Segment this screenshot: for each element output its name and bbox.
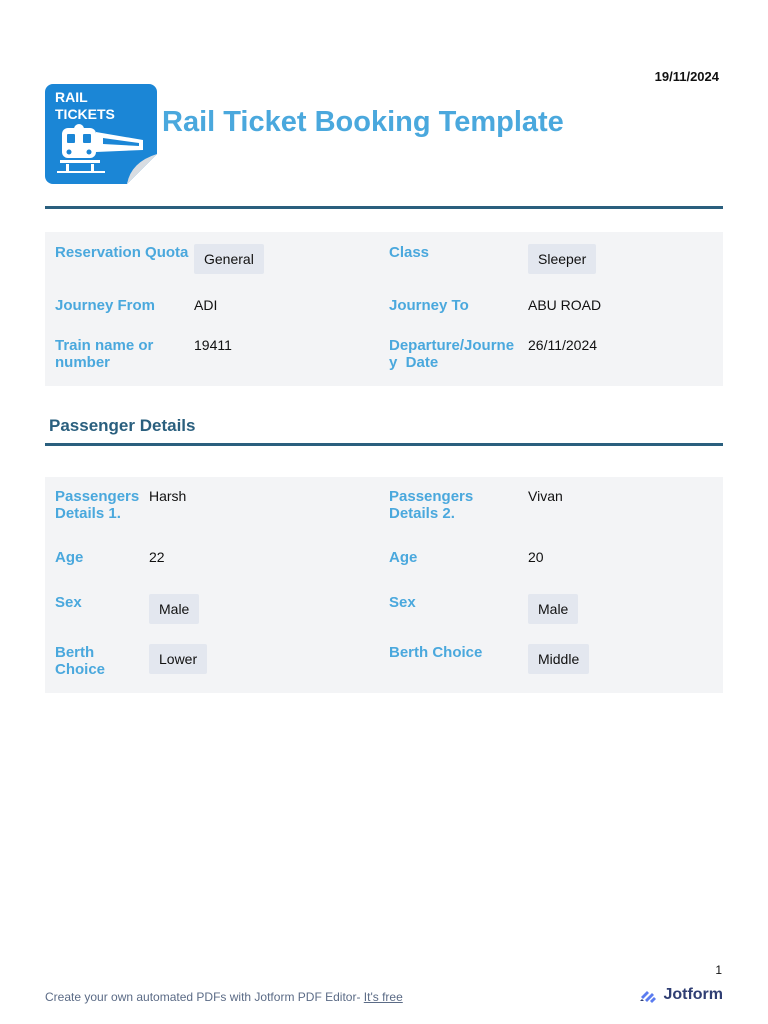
train-label: [55, 337, 153, 371]
passenger-2-sex-label: Sex: [389, 594, 416, 611]
passenger-1-age-label: Age: [55, 549, 84, 566]
journey-to-label: Journey To: [389, 297, 469, 314]
passenger-1-label: [55, 488, 139, 522]
booking-details-panel: [45, 232, 723, 386]
page-title: Rail Ticket Booking Template: [162, 106, 564, 138]
passenger-2-label-line1: Passengers: [389, 488, 474, 505]
its-free-link[interactable]: It's free: [363, 990, 403, 1004]
train-label-line2: number: [55, 354, 111, 371]
passenger-2-label: [389, 488, 473, 522]
page-number: 1: [715, 963, 722, 977]
journey-to-value: ABU ROAD: [528, 297, 602, 313]
passenger-1-name: Harsh: [149, 488, 187, 504]
footer-text: [45, 990, 403, 1004]
passenger-2-age: 20: [528, 549, 544, 565]
header-divider: [45, 206, 723, 209]
rail-tickets-logo: [45, 84, 157, 184]
journey-from-value: ADI: [194, 297, 218, 313]
passenger-1-sex-label: Sex: [55, 594, 82, 611]
footer-promo-text: Create your own automated PDFs with Jotform PDF Editor-: [45, 990, 364, 1004]
train-label-line1: Train name or: [55, 337, 154, 354]
passenger-2-sex: Male: [528, 594, 578, 624]
passenger-details-heading: Passenger Details: [49, 416, 196, 435]
berth-label-line2: Choice: [55, 661, 106, 678]
passenger-1-berth-label: [55, 644, 105, 678]
journey-from-label: Journey From: [55, 297, 156, 314]
berth-label-line1: Berth: [55, 644, 95, 661]
passenger-1-label-line2: Details 1.: [55, 505, 121, 522]
class-value: Sleeper: [528, 244, 596, 274]
passenger-2-berth: Middle: [528, 644, 589, 674]
departure-date-value: 26/11/2024: [528, 337, 598, 353]
passenger-divider: [45, 443, 723, 446]
train-value: 19411: [194, 337, 232, 353]
reservation-quota-value: General: [194, 244, 264, 274]
jotform-logo-icon: [639, 987, 657, 1003]
passenger-2-age-label: Age: [389, 549, 418, 566]
passenger-details-panel: [45, 477, 723, 693]
departure-label-line1: Departure/Journe: [389, 337, 515, 354]
passenger-2-label-line2: Details 2.: [389, 505, 455, 522]
passenger-2-berth-label: Berth Choice: [389, 644, 483, 661]
class-label: Class: [389, 244, 430, 261]
passenger-1-sex: Male: [149, 594, 199, 624]
document-date: 19/11/2024: [654, 69, 719, 84]
reservation-quota-label: Reservation Quota: [55, 244, 189, 261]
logo-text-rail: RAIL: [55, 89, 88, 105]
jotform-brand-name: Jotform: [663, 986, 723, 1003]
passenger-1-berth: Lower: [149, 644, 207, 674]
passenger-1-label-line1: Passengers: [55, 488, 140, 505]
departure-date-label: [389, 337, 514, 371]
passenger-1-age: 22: [149, 549, 165, 565]
logo-text-tickets: TICKETS: [55, 106, 115, 122]
departure-label-line2: y Date: [389, 354, 439, 371]
jotform-brand[interactable]: [639, 986, 723, 1004]
passenger-2-name: Vivan: [528, 488, 563, 504]
